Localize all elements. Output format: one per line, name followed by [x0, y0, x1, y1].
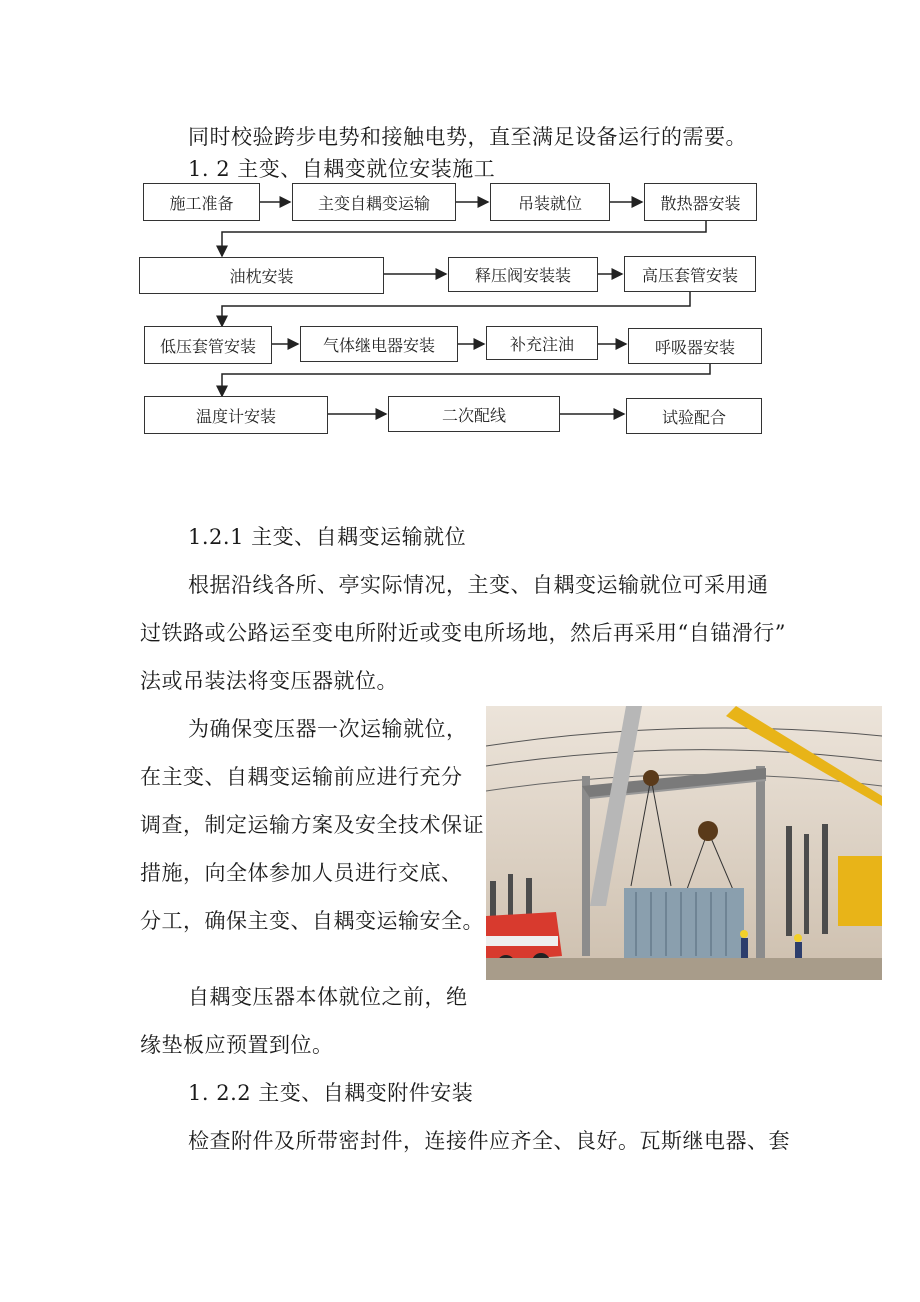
- connector-r3-r4: [222, 364, 710, 396]
- paragraph-1-line-3: 法或吊装法将变压器就位。: [140, 669, 398, 693]
- flow-step-hoist: 吊装就位: [490, 183, 610, 221]
- flow-step-secondary-wiring: 二次配线: [388, 396, 560, 432]
- section-heading-1-2-2: 1. 2.2 主变、自耦变附件安装: [188, 1081, 474, 1105]
- flow-step-thermometer: 温度计安装: [144, 396, 328, 434]
- paragraph-1-line-1: 根据沿线各所、亭实际情况，主变、自耦变运输就位可采用通: [188, 573, 769, 597]
- paragraph-2-line-5: 分工，确保主变、自耦变运输安全。: [140, 909, 484, 933]
- paragraph-2-line-1: 为确保变压器一次运输就位，: [188, 717, 468, 741]
- paragraph-3-line-2: 缘垫板应预置到位。: [140, 1033, 334, 1057]
- flow-step-transport: 主变自耦变运输: [292, 183, 456, 221]
- flow-step-oil-fill: 补充注油: [486, 326, 598, 360]
- connector-r1-r2: [222, 221, 706, 256]
- paragraph-4-line-1: 检查附件及所带密封件，连接件应齐全、良好。瓦斯继电器、套: [188, 1129, 790, 1153]
- paragraph-1-line-2: 过铁路或公路运至变电所附近或变电所场地，然后再采用“自锚滑行”: [140, 621, 786, 645]
- paragraph-continuation: 同时校验跨步电势和接触电势，直至满足设备运行的需要。: [188, 125, 747, 149]
- paragraph-2-line-2: 在主变、自耦变运输前应进行充分: [140, 765, 463, 789]
- flow-step-prep: 施工准备: [143, 183, 260, 221]
- construction-flowchart: [0, 0, 920, 460]
- paragraph-2-line-3: 调查，制定运输方案及安全技术保证: [140, 813, 484, 837]
- flow-step-hv-bushing: 高压套管安装: [624, 256, 756, 292]
- flow-step-test: 试验配合: [626, 398, 762, 434]
- flow-step-breather: 呼吸器安装: [628, 328, 762, 364]
- flow-step-relief-valve: 释压阀安装装: [448, 257, 598, 292]
- section-heading-1-2-1: 1.2.1 主变、自耦变运输就位: [188, 525, 467, 549]
- transformer-hoisting-photo: [486, 706, 882, 980]
- paragraph-3-line-1: 自耦变压器本体就位之前，绝: [188, 985, 468, 1009]
- connector-r2-r3: [222, 292, 690, 326]
- flow-step-conservator: 油枕安装: [139, 257, 384, 294]
- flow-step-gas-relay: 气体继电器安装: [300, 326, 458, 362]
- paragraph-2-line-4: 措施，向全体参加人员进行交底、: [140, 861, 463, 885]
- flow-step-radiator: 散热器安装: [644, 183, 757, 221]
- flow-step-lv-bushing: 低压套管安装: [144, 326, 272, 364]
- section-heading-1-2: 1. 2 主变、自耦变就位安装施工: [188, 157, 496, 181]
